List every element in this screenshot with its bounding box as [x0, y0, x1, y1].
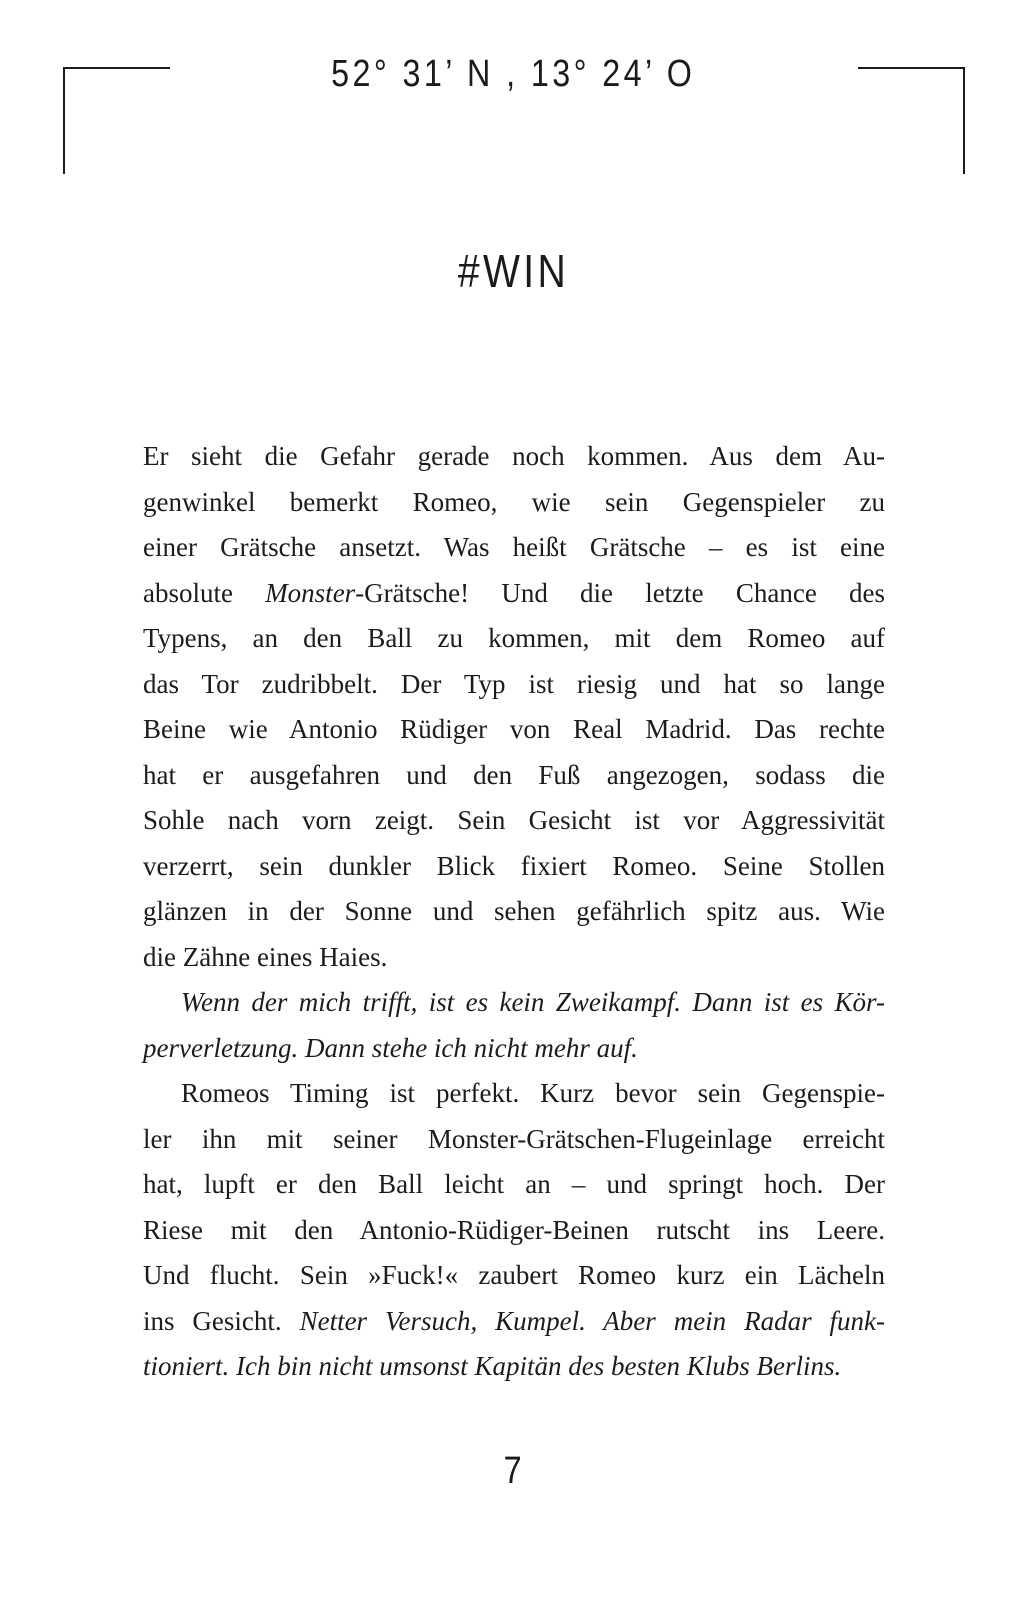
body-segment-italic: tioniert. Ich bin nicht umsonst Kapitän des besten Klubs Berlins. — [143, 1351, 842, 1381]
body-line — [143, 1344, 885, 1390]
body-line — [143, 1162, 885, 1208]
body-line — [143, 1117, 885, 1163]
body-line — [143, 980, 885, 1026]
body-line — [143, 707, 885, 753]
body-line — [143, 1208, 885, 1254]
body-segment: Beine wie Antonio Rüdiger von Real Madrid. Das rechte — [143, 714, 885, 744]
body-segment: die Zähne eines Haies. — [143, 941, 388, 972]
body-line — [143, 1299, 885, 1345]
body-line — [143, 480, 885, 526]
page-number-text: 7 — [504, 1450, 522, 1492]
body-segment-italic: Netter Versuch, Kumpel. Aber mein Radar funk- — [299, 1305, 885, 1336]
chapter-title — [0, 247, 1026, 295]
body-segment: Riese mit den Antonio-Rüdiger-Beinen rutscht ins Leere. — [143, 1214, 885, 1245]
body-segment: genwinkel bemerkt Romeo, wie sein Gegenspieler zu — [143, 486, 885, 517]
body-segment: hat er ausgefahren und den Fuß angezogen, sodass die — [143, 759, 885, 790]
body-line — [143, 798, 885, 844]
chapter-title-text: #WIN — [457, 245, 569, 297]
body-segment: Sohle nach vorn zeigt. Sein Gesicht ist vor Aggressivität — [143, 805, 885, 835]
coordinates-running-head — [0, 54, 1026, 94]
body-segment: einer Grätsche ansetzt. Was heißt Grätsche – es ist eine — [143, 532, 885, 562]
body-segment: -Grätsche! Und die letzte Chance des — [355, 577, 886, 608]
page-number — [0, 1450, 1026, 1492]
body-segment: hat, lupft er den Ball leicht an – und springt hoch. Der — [143, 1169, 885, 1199]
body-segment: glänzen in der Sonne und sehen gefährlich spitz aus. Wie — [143, 896, 885, 926]
body-segment: das Tor zudribbelt. Der Typ ist riesig und hat so lange — [143, 668, 885, 699]
body-line — [143, 1026, 885, 1072]
body-line — [143, 1071, 885, 1117]
body-segment: Und flucht. Sein »Fuck!« zaubert Romeo kurz ein Lächeln — [143, 1260, 885, 1290]
body-segment: Er sieht die Gefahr gerade noch kommen. Aus dem Au- — [143, 441, 885, 471]
body-line — [143, 935, 885, 981]
body-text — [143, 434, 885, 1390]
body-line — [143, 525, 885, 571]
coordinates-text: 52° 31’ N , 13° 24’ O — [330, 53, 696, 95]
body-line — [143, 616, 885, 662]
body-line — [143, 889, 885, 935]
body-segment-italic: perverletzung. Dann stehe ich nicht mehr auf. — [143, 1032, 638, 1063]
body-line — [143, 753, 885, 799]
body-segment: absolute — [143, 577, 266, 608]
body-line — [143, 571, 885, 617]
body-line — [143, 1253, 885, 1299]
body-segment-italic: Wenn der mich trifft, ist es kein Zweikampf. Dann ist es Kör- — [181, 987, 885, 1017]
body-segment: ler ihn mit seiner Monster-Grätschen-Flugeinlage erreicht — [143, 1123, 885, 1154]
body-segment: ins Gesicht. — [143, 1305, 300, 1336]
body-line — [143, 662, 885, 708]
body-segment: Typens, an den Ball zu kommen, mit dem Romeo auf — [143, 623, 885, 653]
body-line — [143, 844, 885, 890]
body-segment: verzerrt, sein dunkler Blick fixiert Romeo. Seine Stollen — [143, 850, 885, 881]
body-segment: Romeos Timing ist perfekt. Kurz bevor sein Gegenspie- — [181, 1078, 885, 1108]
body-line — [143, 434, 885, 480]
body-segment-italic: Monster — [265, 577, 356, 608]
